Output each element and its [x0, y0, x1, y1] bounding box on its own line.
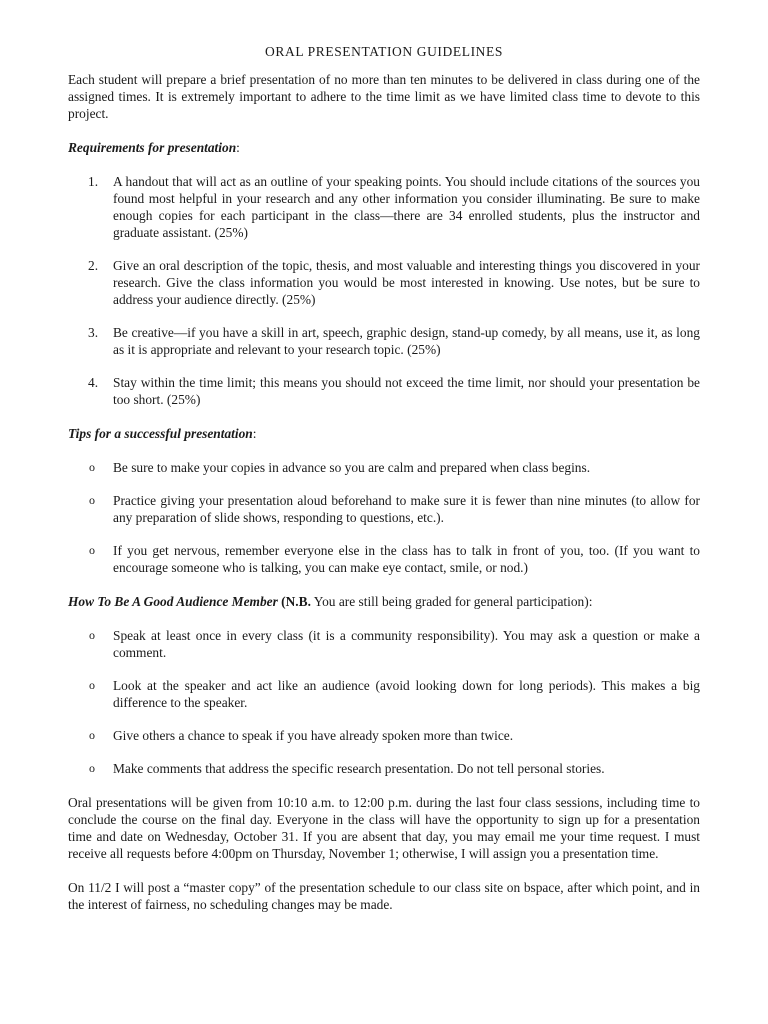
tips-heading [68, 425, 700, 442]
list-item [68, 492, 700, 526]
item-text: Look at the speaker and act like an audience (avoid looking down for long periods). This makes a big difference to the speaker. [113, 678, 700, 710]
bullet-mark: o [89, 460, 95, 474]
item-text: Speak at least once in every class (it is a community responsibility). You may ask a question or make a comment. [113, 628, 700, 660]
item-text: Be creative—if you have a skill in art, speech, graphic design, stand-up comedy, by all means, use it, as long as it is appropriate and relevant to your research topic. (25%) [113, 325, 700, 357]
item-text: A handout that will act as an outline of your speaking points. You should include citations of the sources you found most helpful in your research and any other information you consider illuminating. Be sure to make enough copies for each participant in the class—there are 34 enrolled students, plus the instructor and graduate assistant. (25%) [113, 174, 700, 240]
item-text: Give others a chance to speak if you have already spoken more than twice. [113, 728, 514, 743]
audience-list [68, 627, 700, 777]
list-item [68, 459, 700, 476]
list-item [68, 727, 700, 744]
requirements-heading-text: Requirements for presentation [68, 140, 237, 155]
requirements-heading-colon: : [236, 140, 240, 155]
list-item [68, 173, 700, 241]
item-number: 4. [88, 375, 99, 390]
requirements-list [68, 173, 700, 408]
requirements-heading [68, 139, 700, 156]
item-text: Be sure to make your copies in advance so you are calm and prepared when class begins. [113, 460, 591, 475]
intro-paragraph: Each student will prepare a brief presentation of no more than ten minutes to be delivered in class during one of the assigned times. It is extremely important to adhere to the time limit as we have limited class time to devote to this project. [68, 72, 700, 121]
bullet-mark: o [89, 761, 95, 775]
list-item [68, 542, 700, 576]
tips-list [68, 459, 700, 576]
item-text: Stay within the time limit; this means you should not exceed the time limit, nor should your presentation be too short. (25%) [113, 375, 700, 407]
list-item [68, 374, 700, 408]
audience-nb: (N.B. [281, 594, 311, 609]
list-item [68, 627, 700, 661]
tips-heading-text: Tips for a successful presentation [68, 426, 253, 441]
list-item [68, 324, 700, 358]
item-text: Give an oral description of the topic, thesis, and most valuable and interesting things you discovered in your research. Give the class information you would be most interested in knowing. Use notes, but be sure to address your audience directly. (25%) [113, 258, 700, 307]
document-page [68, 44, 700, 913]
list-item [68, 677, 700, 711]
audience-heading [68, 593, 700, 610]
bullet-mark: o [89, 678, 95, 692]
tips-heading-colon: : [252, 426, 257, 441]
schedule-paragraph: Oral presentations will be given from 10:10 a.m. to 12:00 p.m. during the last four class sessions, including time to conclude the course on the final day. Everyone in the class will have the opportunity to sign up for a presentation time and date on Wednesday, October 31. If you are absent that day, you may email me your time request. I must receive all requests before 4:00pm on Thursday, November 1; otherwise, I will assign you a presentation time. [68, 795, 700, 861]
bullet-mark: o [89, 543, 95, 557]
audience-note: You are still being graded for general participation): [310, 594, 593, 609]
audience-heading-text: How To Be A Good Audience Member [68, 594, 278, 609]
item-text: Practice giving your presentation aloud beforehand to make sure it is fewer than nine minutes (to allow for any preparation of slide shows, responding to questions, etc.). [113, 493, 700, 525]
list-item [68, 760, 700, 777]
item-number: 1. [88, 174, 99, 189]
bullet-mark: o [89, 628, 95, 642]
bullet-mark: o [89, 728, 95, 742]
document-title: ORAL PRESENTATION GUIDELINES [265, 44, 503, 59]
bullet-mark: o [89, 493, 95, 507]
item-number: 3. [88, 325, 99, 340]
final-paragraph: On 11/2 I will post a “master copy” of the presentation schedule to our class site on bspace, after which point, and in the interest of fairness, no scheduling changes may be made. [68, 880, 700, 912]
item-text: Make comments that address the specific research presentation. Do not tell personal stories. [113, 761, 605, 776]
item-number: 2. [88, 258, 99, 273]
list-item [68, 257, 700, 308]
item-text: If you get nervous, remember everyone else in the class has to talk in front of you, too. (If you want to encourage someone who is talking, you can make eye contact, smile, or nod.) [113, 543, 700, 575]
